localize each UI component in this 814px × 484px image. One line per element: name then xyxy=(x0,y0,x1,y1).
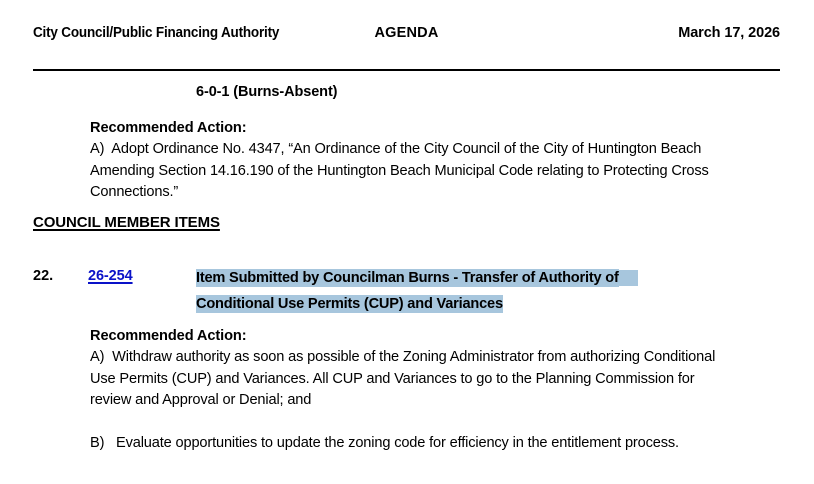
vote-result: 6-0-1 (Burns-Absent) xyxy=(196,84,338,100)
header-date: March 17, 2026 xyxy=(678,25,780,41)
recommended-action-item-b: B) Evaluate opportunities to update the zoning code for efficiency in the entitlement process. xyxy=(90,434,679,451)
agenda-item-title xyxy=(196,265,756,317)
agenda-item-record-link[interactable]: 26-254 xyxy=(88,268,133,284)
recommended-action-label: Recommended Action: xyxy=(90,328,247,344)
recommended-action-item-a: A) Withdraw authority as soon as possible of the Zoning Administrator from authorizing Conditional Use Permits (CUP) and Variances. All CUP and Variances to go to the Planning Commission for review and Approval or Denial; and xyxy=(90,349,720,408)
recommended-action-label: Recommended Action: xyxy=(90,120,247,136)
section-heading-council-member-items: COUNCIL MEMBER ITEMS xyxy=(33,214,220,231)
agenda-item-number: 22. xyxy=(33,268,54,284)
header-divider-rule xyxy=(33,69,780,71)
agenda-item-title-line-2: Conditional Use Permits (CUP) and Variances xyxy=(196,296,503,312)
header-document-type: AGENDA xyxy=(374,25,439,41)
agenda-item-title-line-1: Item Submitted by Councilman Burns - Transfer of Authority of xyxy=(196,270,619,286)
title-highlight-trailing-fill xyxy=(619,270,638,286)
document-header xyxy=(33,22,780,68)
header-body-name: City Council/Public Financing Authority xyxy=(33,25,280,41)
recommended-action-item-a: A) Adopt Ordinance No. 4347, “An Ordinance of the City Council of the City of Huntington Beach Amending Section 14.16.190 of the Huntington Beach Municipal Code relating to Protecting Cross Connections.” xyxy=(90,141,713,200)
item-22-recommended-action xyxy=(90,325,728,454)
previous-item-recommended-action xyxy=(90,117,728,204)
paragraph-spacer xyxy=(90,412,728,433)
